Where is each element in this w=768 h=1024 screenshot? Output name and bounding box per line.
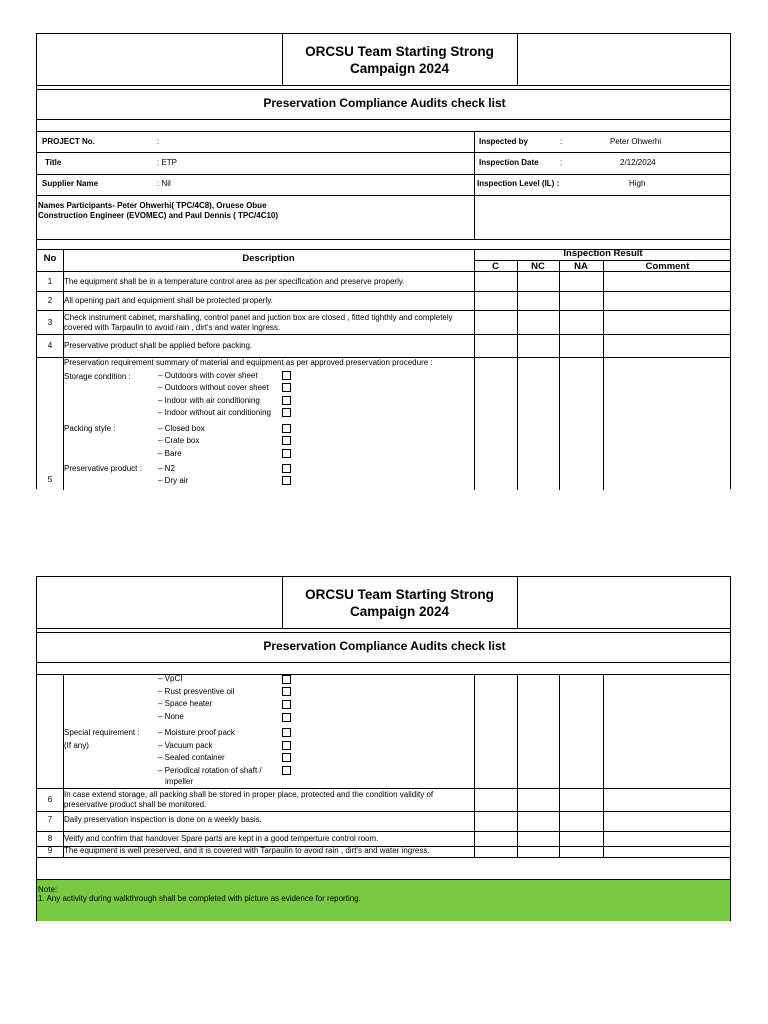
special-option-checkbox[interactable] — [282, 753, 291, 762]
special-requirement-sublabel: (If any) — [64, 741, 89, 750]
special-option-checkbox[interactable] — [282, 741, 291, 750]
special-option-checkbox[interactable] — [282, 766, 291, 775]
item-5-description: Preservation requirement summary of material and equipment as per approved preservation procedure : — [64, 358, 433, 367]
special-option: – Moisture proof pack — [158, 728, 235, 737]
item-2-description: All opening part and equipment shall be protected properly. — [64, 296, 273, 305]
inspected-by-colon: : — [560, 137, 563, 146]
inspection-level-value: High — [629, 179, 646, 188]
campaign-title: ORCSU Team Starting Strong Campaign 2024 — [305, 587, 494, 619]
item-4-number: 4 — [47, 341, 53, 350]
campaign-title: ORCSU Team Starting Strong Campaign 2024 — [305, 44, 494, 76]
col-na-header: NA — [574, 261, 588, 272]
supplier-label: Supplier Name — [42, 179, 99, 188]
note-label: Note: — [38, 885, 58, 894]
col-description-header: Description — [242, 253, 295, 264]
title-value: : ETP — [157, 158, 178, 167]
packing-option: – Crate box — [158, 436, 200, 445]
storage-option-checkbox[interactable] — [282, 383, 291, 392]
packing-option-checkbox[interactable] — [282, 424, 291, 433]
preservative-option: – Rust presventive oil — [158, 687, 235, 696]
storage-option: – Indoor with air conditioning — [158, 396, 260, 405]
note-box — [37, 880, 730, 921]
packing-option: – Bare — [158, 449, 182, 458]
inspection-date-value: 2/12/2024 — [620, 158, 656, 167]
preservative-option: – N2 — [158, 464, 175, 473]
packing-option: – Closed box — [158, 424, 205, 433]
item-8-number: 8 — [47, 834, 53, 843]
project-label: PROJECT No. — [42, 137, 95, 146]
col-c-header: C — [492, 261, 499, 272]
storage-option: – Indoor without air conditioning — [158, 408, 271, 417]
special-option: – Sealed container — [158, 753, 225, 762]
storage-option-checkbox[interactable] — [282, 396, 291, 405]
inspected-by-label: Inspected by — [479, 137, 528, 146]
title-label: Title — [45, 158, 62, 167]
item-1-number: 1 — [47, 277, 53, 286]
inspected-by-value: Peter Ohwerhi — [610, 137, 662, 146]
item-6-description: In case extend storage, all packing shall be stored in proper place, protected and the condition validity of preservative product shall be monitored. — [64, 790, 434, 809]
item-9-description: The equipment is well preserved, and it is covered with Tarpaulin to avoid rain , dirt's and water ingress. — [64, 846, 430, 855]
preservative-option-checkbox[interactable] — [282, 713, 291, 722]
packing-style-label: Packing style : — [64, 424, 116, 433]
preservative-option-checkbox[interactable] — [282, 464, 291, 473]
storage-option: – Outdoors with cover sheet — [158, 371, 258, 380]
storage-condition-label: Storage condition : — [64, 372, 131, 381]
col-comment-header: Comment — [645, 261, 690, 272]
checklist-page-2 — [36, 576, 731, 921]
storage-option: – Outdoors without cover sheet — [158, 383, 269, 392]
checklist-page-1 — [36, 33, 731, 489]
special-requirement-label: Special requirement : — [64, 728, 140, 737]
preservative-option: – Space heater — [158, 699, 213, 708]
col-no-header: No — [43, 253, 57, 264]
special-option: impeller — [165, 777, 194, 786]
storage-option-checkbox[interactable] — [282, 408, 291, 417]
preservative-option-checkbox[interactable] — [282, 700, 291, 709]
packing-option-checkbox[interactable] — [282, 449, 291, 458]
preservative-product-label: Preservative product : — [64, 464, 142, 473]
supplier-value: : Nil — [157, 179, 171, 188]
item-1-description: The equipment shall be in a temperature control area as per specification and preserve properly. — [64, 277, 405, 286]
checklist-title: Preservation Compliance Audits check list — [263, 639, 506, 653]
preservative-option: – None — [158, 712, 184, 721]
packing-option-checkbox[interactable] — [282, 436, 291, 445]
item-2-number: 2 — [47, 296, 53, 305]
inspection-date-label: Inspection Date — [479, 158, 539, 167]
item-9-number: 9 — [47, 846, 53, 855]
item-5-number: 5 — [47, 475, 53, 484]
inspection-date-colon: : — [560, 158, 563, 167]
storage-option-checkbox[interactable] — [282, 371, 291, 380]
item-4-description: Preservative product shall be applied before packing. — [64, 341, 253, 350]
item-3-description: Check instrument cabinet, marshalling, control panel and juction box are closed , fitted tighthly and completely covered with Tarpaulin to avoid rain , dirt's and water ingress. — [64, 313, 453, 332]
item-3-number: 3 — [47, 318, 53, 327]
special-option-checkbox[interactable] — [282, 728, 291, 737]
checklist-title: Preservation Compliance Audits check list — [263, 96, 506, 110]
note-text: 1. Any activity during walkthrough shall be completed with picture as evidence for reporting. — [38, 894, 361, 903]
preservative-option-checkbox[interactable] — [282, 476, 291, 485]
item-7-description: Daily preservation inspection is done on a weekly basis. — [64, 815, 262, 824]
special-option: – Periodical rotation of shaft / — [158, 766, 262, 775]
col-inspection-result-header: Inspection Result — [563, 248, 643, 259]
preservative-option-checkbox[interactable] — [282, 675, 291, 684]
participants-text: Names Participants- Peter Ohwerhi( TPC/4C8), Oruese Obue Construction Engineer (EVOMEC) and Paul Dennis ( TPC/4C10) — [38, 201, 279, 220]
item-8-description: Veitfy and confrim that handover Spare parts are kept in a good temperture control room. — [64, 834, 379, 843]
project-value: : — [157, 137, 160, 146]
item-7-number: 7 — [47, 815, 53, 824]
preservative-option-checkbox[interactable] — [282, 687, 291, 696]
special-option: – Vacuum pack — [158, 741, 213, 750]
col-nc-header: NC — [531, 261, 545, 272]
preservative-option: – Dry air — [158, 476, 189, 485]
preservative-option: – VpCI — [158, 674, 183, 683]
item-6-number: 6 — [47, 795, 53, 804]
inspection-level-label: Inspection Level (IL) : — [477, 179, 560, 188]
